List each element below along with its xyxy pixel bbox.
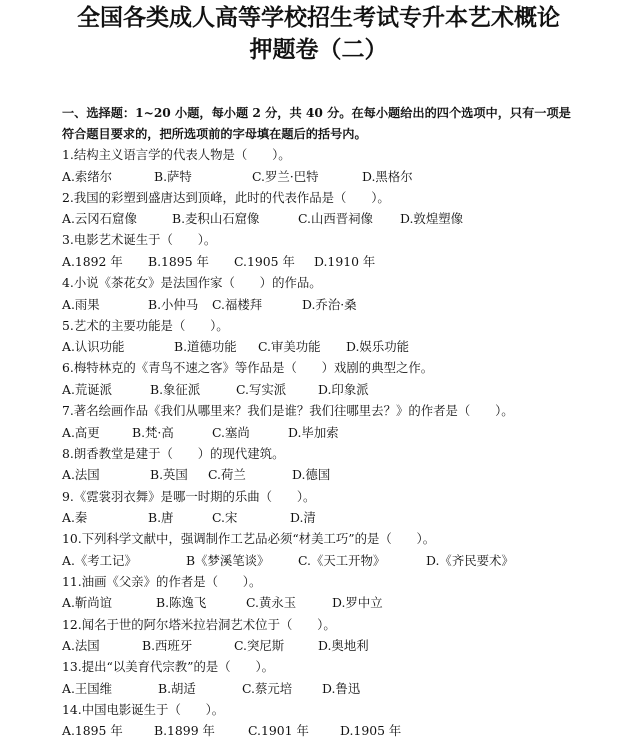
option-c: C.罗兰·巴特: [252, 168, 319, 184]
option-d: D.鲁迅: [322, 680, 361, 696]
option-a: A.《考工记》: [62, 552, 137, 568]
option-b: B.梵·高: [132, 424, 174, 440]
question-stem: 8.朗香教堂是建于（ ）的现代建筑。: [62, 445, 285, 461]
option-d: D.清: [290, 510, 316, 525]
option-d: D.毕加索: [288, 424, 339, 440]
option-d: D.敦煌塑像: [400, 211, 463, 227]
option-b: B《梦溪笔谈》: [186, 552, 270, 568]
option-b: B.麦积山石窟像: [172, 211, 260, 227]
option-b: B.小仲马: [148, 296, 199, 312]
option-a: A.1895 年: [62, 723, 123, 739]
question-stem: 4.小说《茶花女》是法国作家（ ）的作品。: [62, 275, 322, 291]
option-c: C.山西晋祠像: [298, 211, 373, 227]
question-3: [62, 231, 622, 274]
option-d: D.乔治·桑: [302, 296, 357, 312]
question-stem: 3.电影艺术诞生于（ ）。: [62, 232, 217, 248]
question-5: [62, 317, 622, 360]
option-d: D.罗中立: [332, 595, 383, 611]
option-d: D.《齐民要术》: [426, 552, 514, 568]
option-b: B.胡适: [158, 680, 196, 696]
option-a: A.高更: [62, 424, 100, 440]
option-a: A.索绪尔: [62, 168, 113, 184]
question-stem: 13.提出“以美育代宗教”的是（ ）。: [62, 659, 275, 675]
option-a: A.王国维: [62, 680, 113, 696]
question-9: [62, 488, 622, 531]
option-a: A.秦: [62, 510, 88, 525]
question-7: [62, 402, 622, 445]
option-c: C.审美功能: [258, 339, 321, 355]
question-stem: 5.艺术的主要功能是（ ）。: [62, 317, 229, 333]
option-d: D.德国: [292, 467, 331, 483]
option-d: D.黑格尔: [362, 168, 413, 184]
question-11: [62, 573, 622, 616]
option-a: A.法国: [62, 467, 100, 483]
option-b: B.萨特: [154, 168, 192, 184]
option-a: A.1892 年: [62, 253, 123, 269]
option-a: A.云冈石窟像: [62, 211, 137, 227]
option-b: B.道德功能: [174, 339, 237, 355]
option-b: B.英国: [150, 467, 188, 483]
question-13: [62, 658, 622, 701]
question-stem: 2.我国的彩塑到盛唐达到顶峰，此时的代表作品是（ ）。: [62, 189, 390, 205]
option-c: C.《天工开物》: [298, 552, 386, 568]
question-stem: 14.中国电影诞生于（ ）。: [62, 701, 225, 717]
option-d: D.娱乐功能: [346, 339, 409, 355]
option-a: A.靳尚谊: [62, 595, 113, 611]
page-title: 全国各类成人高等学校招生考试专升本艺术概论: [77, 5, 560, 31]
question-stem: 12.闻名于世的阿尔塔米拉岩洞艺术位于（ ）。: [62, 616, 336, 632]
option-b: B.1895 年: [148, 253, 209, 269]
question-6: [62, 359, 622, 402]
question-stem: 1.结构主义语言学的代表人物是（ ）。: [62, 147, 291, 162]
option-c: C.1901 年: [248, 723, 309, 739]
section-instruction-line-1: 一、选择题：1~20 小题，每小题 2 分，共 40 分。在每小题给出的四个选项中，只有一项是: [62, 106, 571, 120]
question-14: [62, 701, 622, 744]
question-stem: 7.著名绘画作品《我们从哪里来？我们是谁？我们往哪里去？》的作者是（ ）。: [62, 403, 514, 419]
question-stem: 11.油画《父亲》的作者是（ ）。: [62, 573, 262, 589]
option-a: A.荒诞派: [62, 381, 113, 397]
option-d: D.奥地利: [318, 638, 369, 654]
option-c: C.宋: [212, 510, 238, 525]
question-10: [62, 530, 622, 573]
option-c: C.荷兰: [208, 467, 246, 483]
section-instruction-line-2: 符合题目要求的，把所选项前的字母填在题后的括号内。: [62, 127, 367, 141]
question-12: [62, 616, 622, 659]
question-stem: 6.梅特林克的《青鸟不速之客》等作品是（ ）戏剧的典型之作。: [62, 360, 434, 376]
option-b: B.西班牙: [142, 638, 193, 654]
option-b: B.1899 年: [154, 723, 215, 739]
option-a: A.法国: [62, 638, 100, 654]
question-8: [62, 445, 622, 488]
question-stem: 10.下列科学文献中，强调制作工艺品必须“材美工巧”的是（ ）。: [62, 531, 436, 547]
option-d: D.1905 年: [340, 723, 402, 739]
question-stem: 9.《霓裳羽衣舞》是哪一时期的乐曲（ ）。: [62, 488, 316, 504]
option-c: C.写实派: [236, 381, 287, 397]
option-c: C.塞尚: [212, 424, 250, 440]
option-b: B.陈逸飞: [156, 595, 207, 611]
option-c: C.福楼拜: [212, 296, 263, 312]
question-2: [62, 189, 622, 232]
page-subtitle: 押题卷（二）: [249, 37, 388, 63]
option-c: C.蔡元培: [242, 680, 293, 696]
option-c: C.1905 年: [234, 253, 295, 269]
question-4: [62, 274, 622, 317]
option-a: A.认识功能: [62, 339, 125, 355]
option-d: D.印象派: [318, 381, 369, 397]
option-a: A.雨果: [62, 296, 100, 312]
question-list: [62, 146, 622, 744]
option-c: C.黄永玉: [246, 595, 297, 611]
question-1: [62, 146, 622, 189]
option-d: D.1910 年: [314, 253, 376, 269]
option-b: B.象征派: [150, 381, 201, 397]
option-c: C.突尼斯: [234, 638, 285, 654]
option-b: B.唐: [148, 510, 174, 525]
